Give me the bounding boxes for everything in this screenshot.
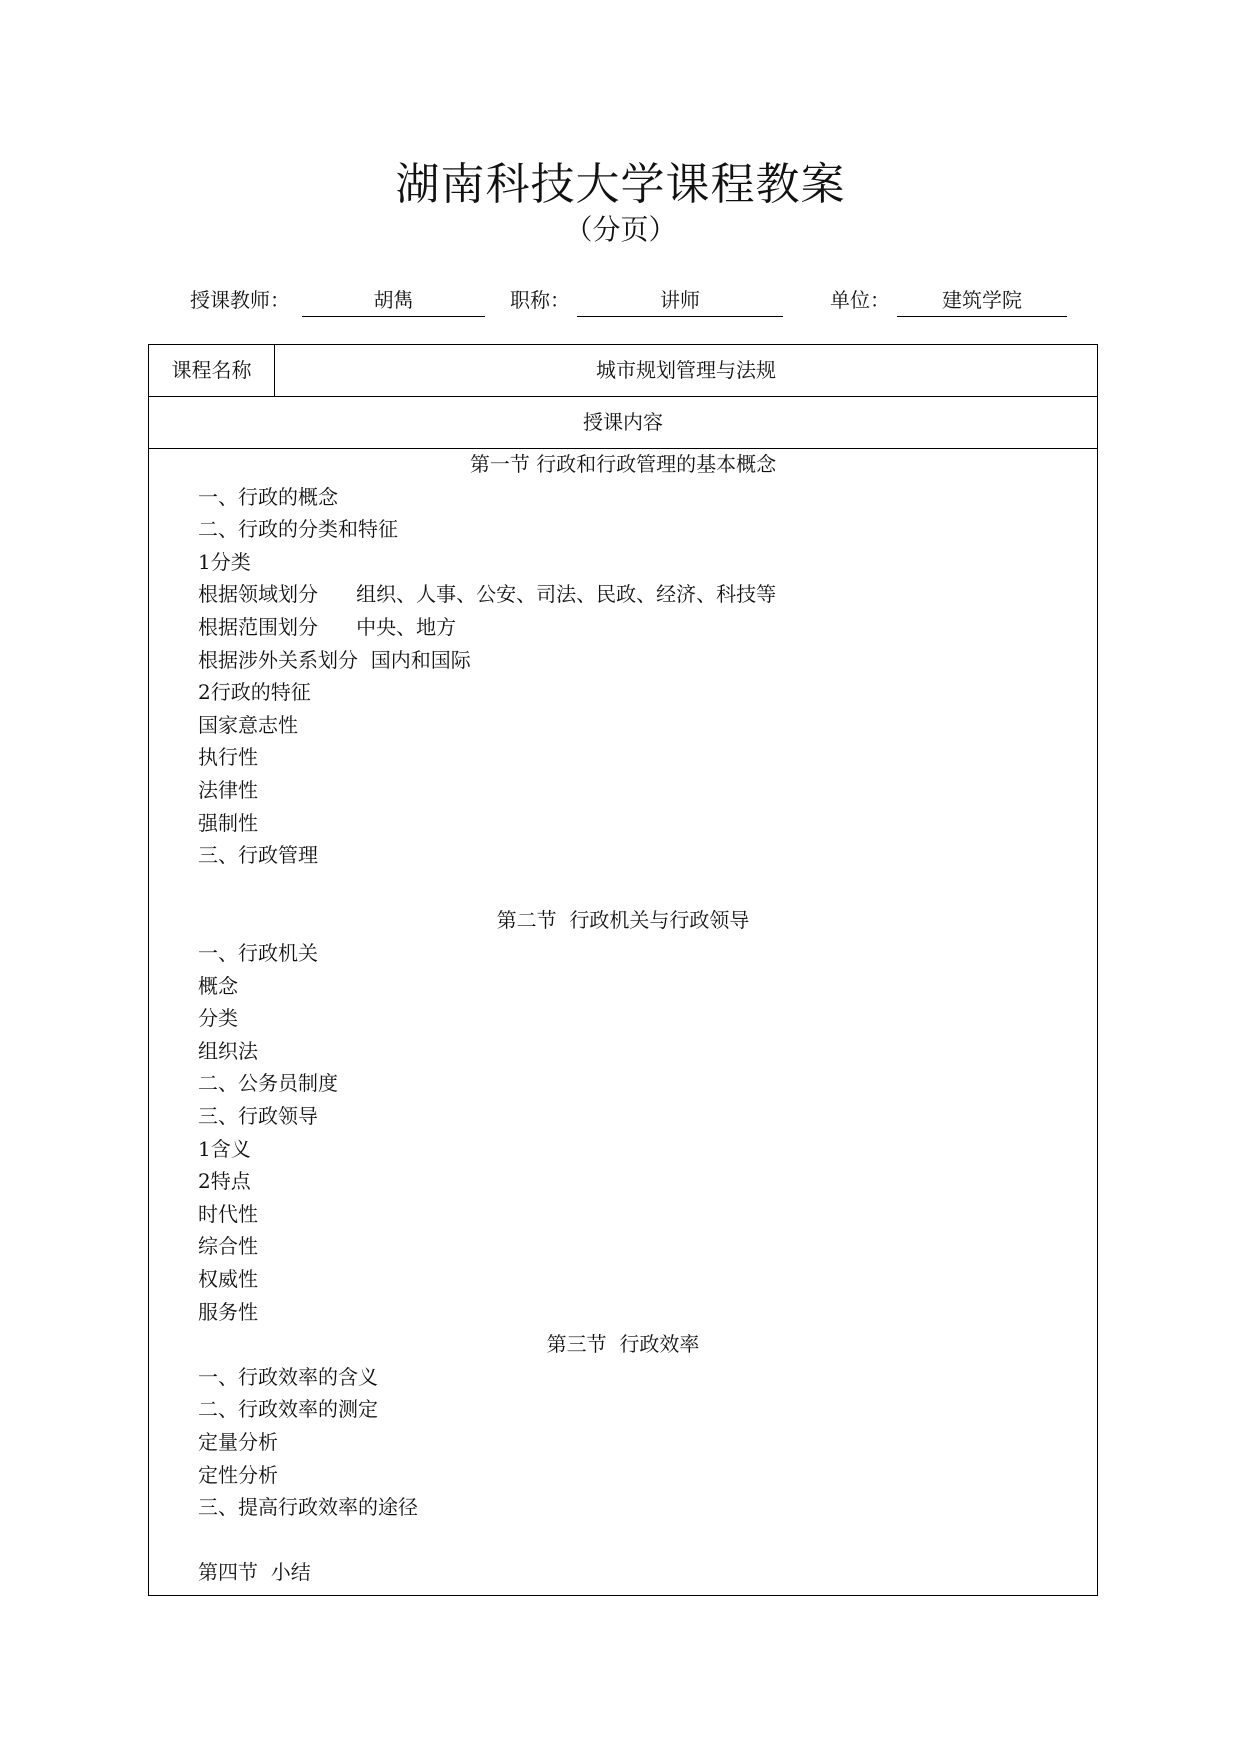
content-line: 法律性 — [198, 778, 258, 802]
rank-label: 职称： — [510, 288, 570, 312]
course-name-value: 城市规划管理与法规 — [596, 358, 776, 382]
rank-value: 讲师 — [577, 284, 783, 317]
content-line: 第四节 小结 — [198, 1560, 311, 1585]
section-heading: 第二节 行政机关与行政领导 — [496, 908, 750, 933]
content-line: 二、行政的分类和特征 — [198, 517, 398, 542]
content-line: 组织法 — [198, 1038, 258, 1063]
content-line: 一、行政效率的含义 — [198, 1364, 378, 1389]
unit-label: 单位： — [830, 288, 890, 312]
content-line: 综合性 — [198, 1234, 258, 1259]
content-line: 概念 — [198, 973, 238, 998]
course-name-label: 课程名称 — [149, 345, 275, 396]
course-row — [149, 345, 1097, 397]
content-line: 二、公务员制度 — [198, 1071, 338, 1096]
document-subtitle: （分页） — [564, 213, 677, 246]
teacher-value: 胡雋 — [302, 284, 485, 317]
content-header: 授课内容 — [149, 396, 1097, 449]
content-line: 定量分析 — [198, 1430, 278, 1454]
content-line: 执行性 — [198, 745, 258, 770]
content-line: 服务性 — [198, 1299, 258, 1324]
content-line: 定性分析 — [198, 1462, 278, 1487]
section-heading: 第三节 行政效率 — [546, 1332, 700, 1357]
content-line: 根据范围划分 中央、地方 — [198, 615, 457, 639]
lesson-plan-table — [148, 344, 1098, 1596]
section-heading: 第一节 行政和行政管理的基本概念 — [469, 452, 777, 476]
content-line: 分类 — [198, 1006, 238, 1031]
content-line: 三、行政领导 — [198, 1104, 318, 1128]
content-line: 一、行政的概念 — [198, 484, 338, 509]
content-line: 国家意志性 — [198, 712, 298, 737]
content-line: 强制性 — [198, 810, 258, 835]
content-line: 根据领域划分 组织、人事、公安、司法、民政、经济、科技等 — [198, 582, 777, 607]
content-line: 一、行政机关 — [198, 941, 318, 965]
teacher-label: 授课教师： — [190, 288, 290, 312]
content-line: 二、行政效率的测定 — [198, 1397, 378, 1422]
content-line: 三、提高行政效率的途径 — [198, 1495, 418, 1520]
content-line: 权威性 — [198, 1267, 258, 1291]
content-line: 根据涉外关系划分 国内和国际 — [198, 647, 471, 672]
content-line: 1分类 — [198, 549, 251, 574]
unit-value: 建筑学院 — [897, 284, 1067, 317]
document-title: 湖南科技大学课程教案 — [395, 159, 846, 210]
content-line: 2特点 — [198, 1169, 251, 1194]
content-line: 时代性 — [198, 1201, 258, 1226]
content-line: 2行政的特征 — [198, 680, 311, 705]
content-line: 1含义 — [198, 1136, 251, 1161]
content-line: 三、行政管理 — [198, 843, 318, 868]
